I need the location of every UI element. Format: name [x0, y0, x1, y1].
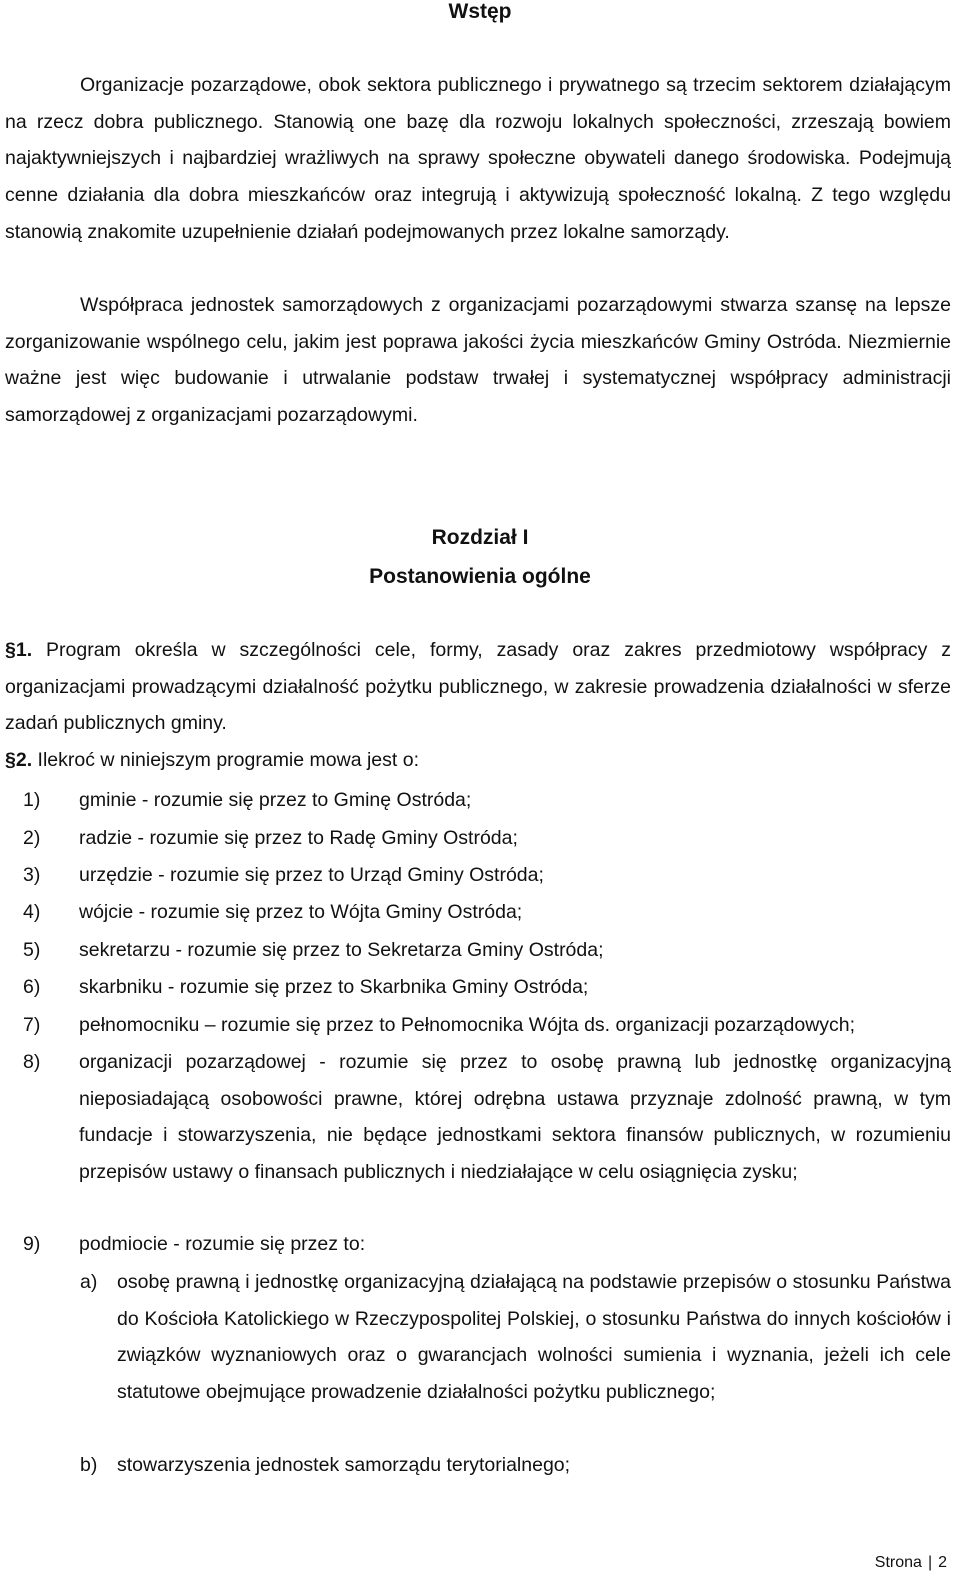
definition-number: 5)	[23, 939, 41, 961]
intro-paragraph-2: Współpraca jednostek samorządowych z organizacjami pozarządowymi stwarza szansę na lepsze zorganizowanie wspólnego celu, jakim jest poprawa jakości życia mieszkańców Gminy Ostróda. Niezmiernie ważne jest więc budowanie i utrwalanie podstaw trwałej i systematycznej współpracy administracji samorządowej z organizacjami pozarządowymi.	[5, 294, 951, 427]
definition-text: gminie - rozumie się przez to Gminę Ostróda;	[79, 789, 472, 811]
section-2-label: §2.	[5, 749, 33, 771]
definition-text: pełnomocniku – rozumie się przez to Pełnomocnika Wójta ds. organizacji pozarządowych;	[79, 1014, 856, 1036]
definition-text: skarbniku - rozumie się przez to Skarbnika Gminy Ostróda;	[79, 976, 589, 998]
definition-number: 2)	[23, 827, 41, 849]
chapter-title: Rozdział I	[431, 526, 529, 549]
definition-number: 1)	[23, 789, 41, 811]
definition-number: 7)	[23, 1014, 41, 1036]
intro-title: Wstęp	[448, 0, 512, 23]
subdefinition-text: stowarzyszenia jednostek samorządu terytorialnego;	[117, 1454, 571, 1476]
page-separator: |	[927, 1554, 933, 1571]
chapter-subtitle: Postanowienia ogólne	[369, 565, 591, 588]
definition-text: wójcie - rozumie się przez to Wójta Gminy Ostróda;	[79, 901, 523, 923]
section-1	[5, 632, 951, 742]
page-footer	[875, 1553, 947, 1573]
definition-number: 9)	[23, 1233, 41, 1255]
definition-number: 6)	[23, 976, 41, 998]
section-1-text: Program określa w szczególności cele, formy, zasady oraz zakres przedmiotowy współpracy z organizacjami prowadzącymi działalność pożytku publicznego, w zakresie prowadzenia działalności w sferze zadań publicznych gminy.	[5, 639, 951, 735]
definition-number: 3)	[23, 864, 41, 886]
section-1-label: §1.	[5, 639, 33, 661]
definition-text: podmiocie - rozumie się przez to:	[79, 1233, 366, 1255]
subdefinition-letter: b)	[80, 1454, 98, 1476]
subdefinition-text: osobę prawną i jednostkę organizacyjną działającą na podstawie przepisów o stosunku Państwa do Kościoła Katolickiego w Rzeczypospolitej Polskiej, o stosunku Państwa do innych kościołów i związków wyznaniowych oraz o gwarancjach wolności sumienia i wyznania, jeżeli ich cele statutowe obejmujące prowadzenie działalności pożytku publicznego;	[117, 1271, 951, 1404]
definition-text: urzędzie - rozumie się przez to Urząd Gminy Ostróda;	[79, 864, 544, 886]
subdefinition-letter: a)	[80, 1271, 98, 1293]
definition-number: 4)	[23, 901, 41, 923]
definition-number: 8)	[23, 1051, 41, 1073]
page-label: Strona	[874, 1554, 922, 1571]
section-2-text: Ilekroć w niniejszym programie mowa jest o:	[32, 749, 419, 771]
page-number: 2	[938, 1554, 947, 1571]
section-2	[5, 742, 951, 779]
intro-paragraph-1: Organizacje pozarządowe, obok sektora publicznego i prywatnego są trzecim sektorem działającym na rzecz dobra publicznego. Stanowią one bazę dla rozwoju lokalnych społeczności, zrzeszają bowiem najaktywniejszych i najbardziej wrażliwych na sprawy społeczne obywateli danego środowiska. Podejmują cenne działania dla dobra mieszkańców oraz integrują i aktywizują społeczność lokalną. Z tego względu stanowią znakomite uzupełnienie działań podejmowanych przez lokalne samorządy.	[5, 74, 951, 243]
definition-text: organizacji pozarządowej - rozumie się przez to osobę prawną lub jednostkę organizacyjną nieposiadającą osobowości prawne, której odrębna ustawa przyznaje zdolność prawną, w tym fundacje i stowarzyszenia, nie będące jednostkami sektora finansów publicznych, w rozumieniu przepisów ustawy o finansach publicznych i niedziałające w celu osiągnięcia zysku;	[79, 1051, 951, 1184]
definition-text: radzie - rozumie się przez to Radę Gminy Ostróda;	[79, 827, 518, 849]
definition-text: sekretarzu - rozumie się przez to Sekretarza Gminy Ostróda;	[79, 939, 604, 961]
